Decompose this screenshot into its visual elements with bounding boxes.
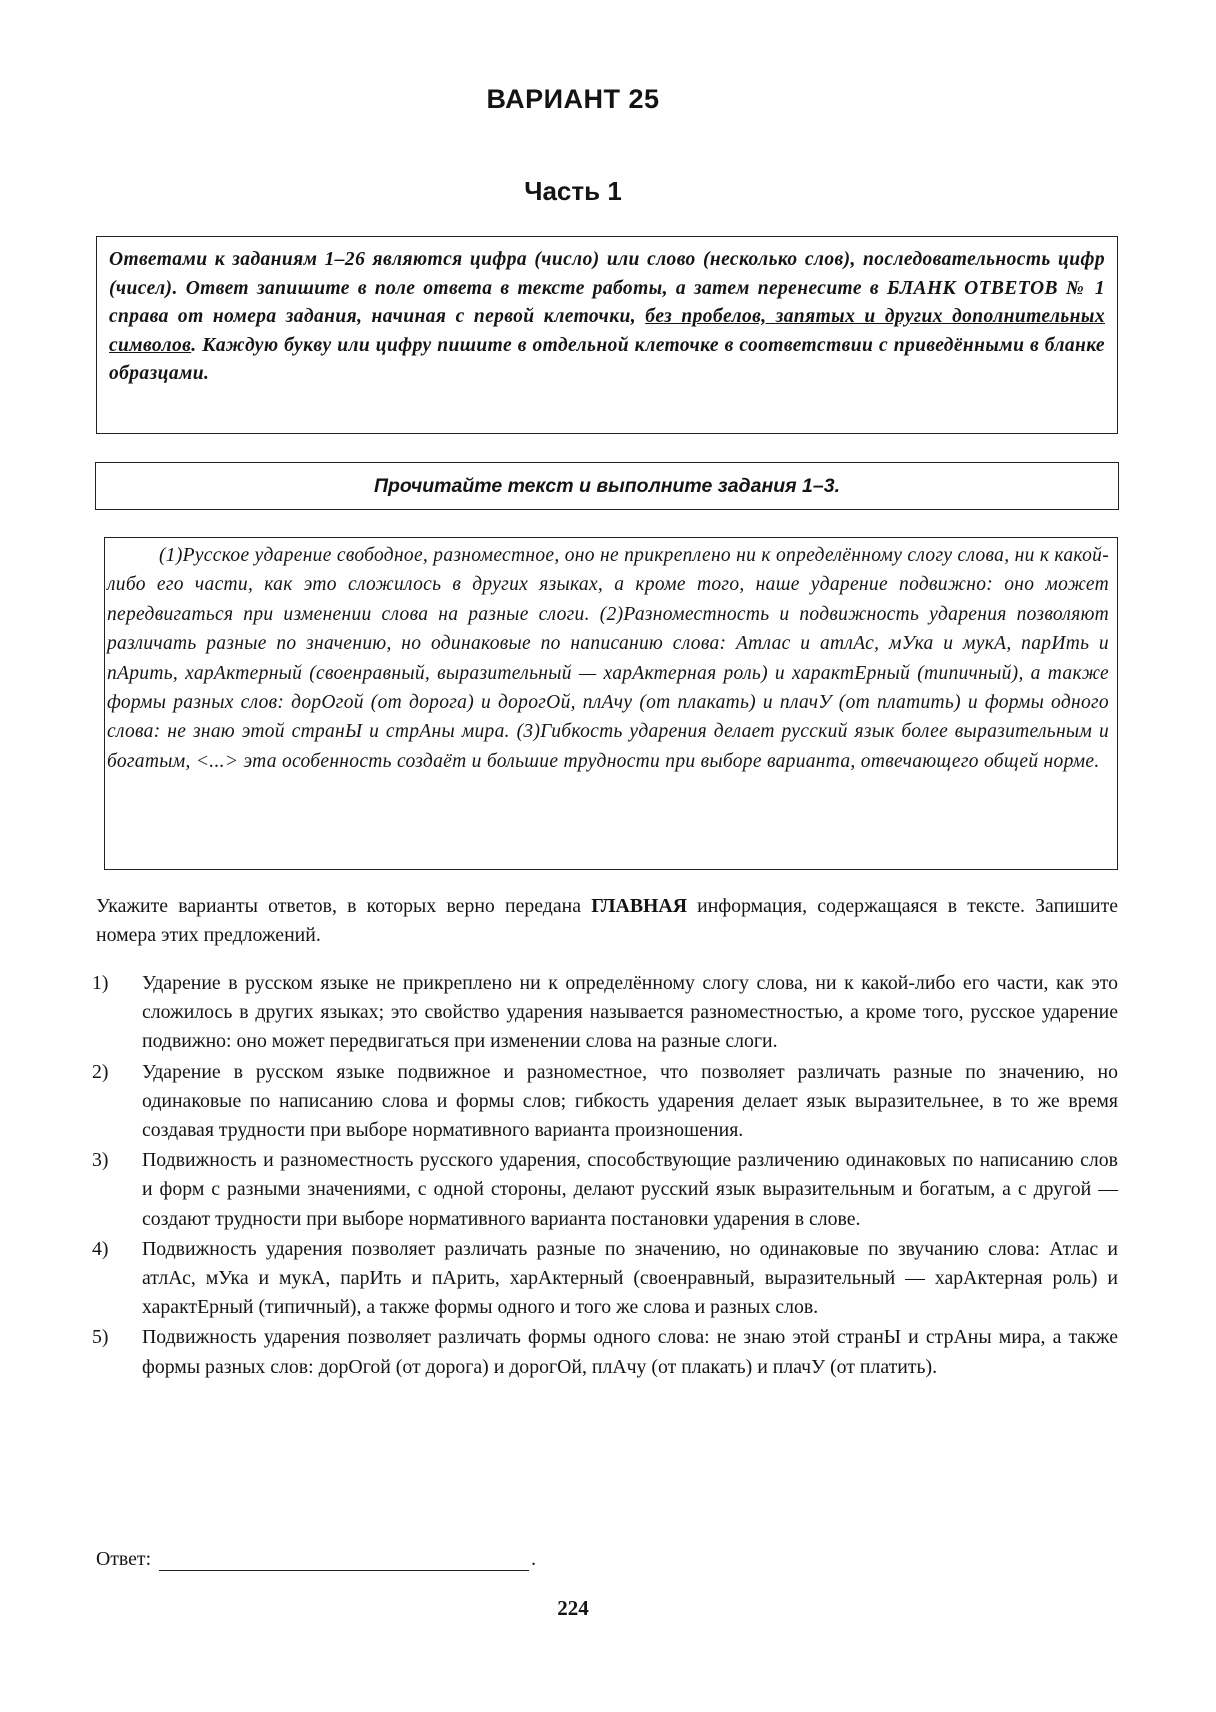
- option-number: 1): [92, 972, 109, 994]
- task-header-box: [95, 462, 1119, 510]
- task-header: Прочитайте текст и выполните задания 1–3.: [374, 474, 840, 497]
- answer-row: [96, 1548, 536, 1571]
- question-text: Укажите варианты ответов, в которых верно передана: [96, 895, 592, 917]
- option-text: Подвижность и разноместность русского ударения, способствующие различению одинаковых по написанию слов и форм с разными значениями, с одной стороны, делают русский язык выразительным и богатым, а с другой — создают трудности при выборе нормативного варианта постановки ударения в слове.: [142, 1149, 1118, 1230]
- page-number: 224: [557, 1596, 589, 1620]
- option-number: 5): [92, 1326, 109, 1349]
- answer-options: [92, 969, 1118, 1383]
- option-text: Подвижность ударения позволяет различать формы одного слова: не знаю этой странЫ и стрАны мира, а также формы разных слов: дорОгой (от дорога) и дорогОй, плАчу (от плакать) и плачУ (от платить).: [142, 1326, 1118, 1378]
- instructions-box: [96, 236, 1118, 434]
- option-number: 3): [92, 1149, 109, 1172]
- option-item: [92, 1235, 1118, 1323]
- question-text-end: информация, содержащаяся в тексте. Запишите номера этих предложений.: [96, 895, 1118, 946]
- reading-text: (1)Русское ударение свободное, разноместное, оно не прикреплено ни к определённому слогу слова, ни к какой-либо его части, как это сложилось в других языках, а кроме того, наше ударение подвижно: оно может передвигаться при изменении слова на разные слоги. (2)Разноместность и подвижность ударения позволяют различать разные по значению, но одинаковые по написанию слова: Атлас и атлАс, мУка и мукА, парИть и пАрить, харАктерный (своенравный, выразительный — харАктерная роль) и характЕрный (типичный), а также формы разных слов: дорОгой (от дорога) и дорогОй, плАчу (от плакать) и плачУ (от платить) и формы одного слова: не знаю этой странЫ и стрАны мира. (3)Гибкость ударения делает русский язык более выразительным и богатым, <...> эта особенность создаёт и большие трудности при выборе варианта, отвечающего общей норме.: [107, 545, 1109, 772]
- option-item: [92, 1323, 1118, 1381]
- option-item: [92, 969, 1118, 1057]
- question-prompt: [96, 892, 1118, 950]
- answer-period: .: [531, 1548, 537, 1570]
- option-text: Подвижность ударения позволяет различать разные по значению, но одинаковые по звучанию слова: Атлас и атлАс, мУка и мукА, парИть и пАрить, харАктерный (своенравный, выразительный — харАктерная роль) и характЕрный (типичный), а также формы одного и того же слова и разных слов.: [142, 1237, 1118, 1319]
- option-item: [92, 1058, 1118, 1146]
- reading-text-box: [104, 537, 1118, 870]
- instructions-text: Ответами к заданиям 1–26 являются цифра (число) или слово (несколько слов), последовательность цифр (чисел). Ответ запишите в поле ответа в тексте работы, а затем перенесите в БЛАНК ОТВЕТОВ № 1 справа от номера задания, начиная с первой клеточки,: [109, 249, 1105, 328]
- option-number: 4): [92, 1237, 109, 1260]
- option-item: [92, 1146, 1118, 1234]
- answer-label: Ответ:: [96, 1548, 152, 1570]
- option-text: Ударение в русском языке подвижное и разноместное, что позволяет различать разные по значению, но одинаковые по написанию слова и формы слов; гибкость ударения делает язык выразительнее, в то же время создавая трудности при выборе нормативного варианта произношения.: [142, 1060, 1118, 1142]
- question-bold: ГЛАВНАЯ: [591, 895, 687, 917]
- instructions-underlined: без пробелов, запятых и других дополнительных символов: [109, 306, 1105, 356]
- instructions-text-end: . Каждую букву или цифру пишите в отдельной клеточке в соответствии с приведёнными в бланке образцами.: [109, 334, 1105, 385]
- option-number: 2): [92, 1060, 109, 1083]
- answer-field[interactable]: [159, 1550, 529, 1571]
- option-text: Ударение в русском языке не прикреплено ни к определённому слогу слова, ни к какой-либо его части, как это сложилось в других языках; это свойство ударения называется разноместностью, а кроме того, русское ударение подвижно: оно может передвигаться при изменении слова на разные слоги.: [142, 972, 1118, 1053]
- variant-title: ВАРИАНТ 25: [486, 84, 660, 114]
- part-title: Часть 1: [524, 176, 622, 206]
